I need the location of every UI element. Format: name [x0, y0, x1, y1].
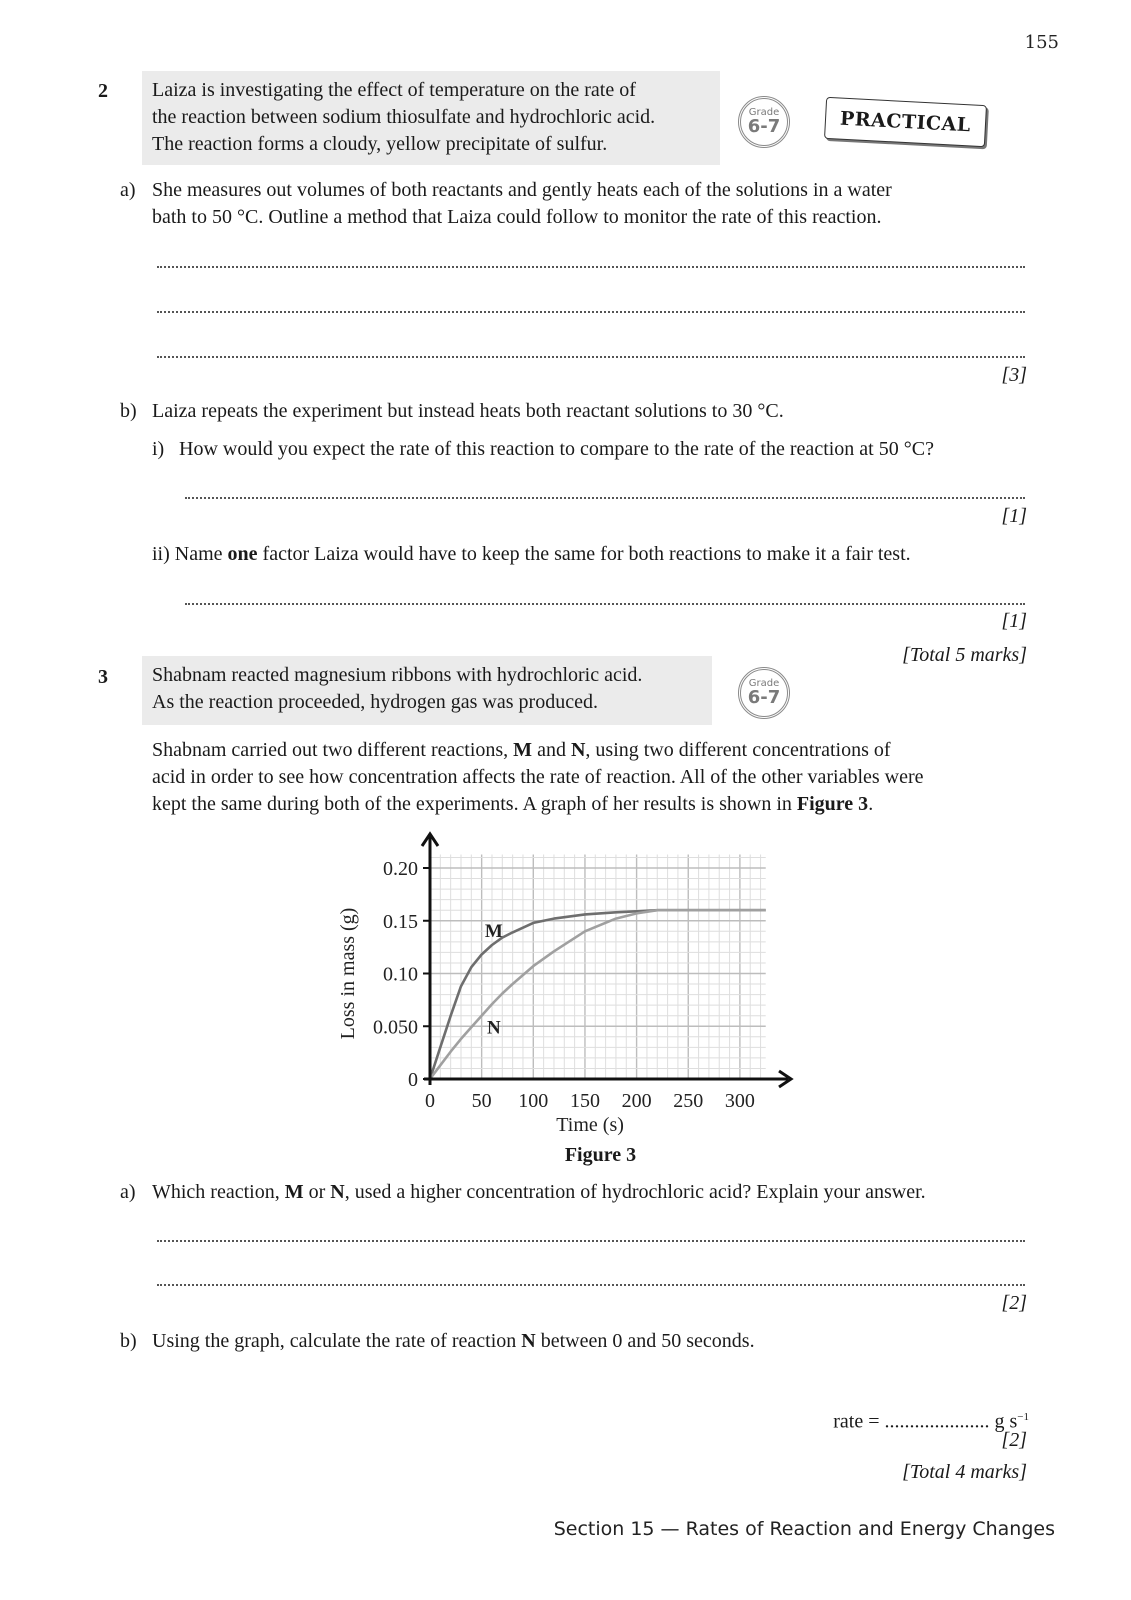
text: .	[868, 793, 874, 815]
y-axis-label: Loss in mass (g)	[337, 907, 359, 1040]
total-marks: [Total 4 marks]	[902, 1461, 1027, 1483]
text: or	[303, 1181, 331, 1203]
curve-label-M: M	[484, 921, 503, 943]
practical-stamp: PRACTICAL	[824, 97, 987, 147]
question-text	[152, 541, 911, 568]
x-tick-label: 300	[724, 1090, 755, 1112]
answer-line[interactable]	[157, 1240, 1025, 1242]
answer-line[interactable]	[157, 1284, 1025, 1286]
part-label: a)	[120, 179, 136, 201]
text: , used a higher concentration of hydrochloric acid? Explain your answer.	[344, 1181, 926, 1203]
emphasis: one	[227, 543, 258, 565]
text: Using the graph, calculate the rate of reaction	[152, 1330, 522, 1352]
answer-line[interactable]	[185, 603, 1025, 605]
y-tick-label: 0.20	[383, 858, 418, 880]
question-text	[152, 1179, 926, 1206]
emphasis: M	[513, 739, 533, 761]
intro-line: Laiza is investigating the effect of temperature on the rate of	[152, 79, 636, 101]
x-tick-label: 100	[518, 1090, 549, 1112]
rate-answer-field[interactable]	[833, 1404, 1029, 1436]
answer-line[interactable]	[185, 497, 1025, 499]
intro-line: The reaction forms a cloudy, yellow precipitate of sulfur.	[152, 133, 608, 155]
part-label: a)	[120, 1181, 136, 1203]
part-label: b)	[120, 400, 137, 422]
text: kept the same during both of the experiments. A graph of her results is shown in	[152, 793, 797, 815]
question-text: How would you expect the rate of this reaction to compare to the rate of the reaction at 50 °C?	[179, 438, 934, 460]
text: Shabnam carried out two different reactions,	[152, 739, 514, 761]
x-tick-label: 200	[621, 1090, 652, 1112]
intro-line: Shabnam reacted magnesium ribbons with hydrochloric acid.	[152, 664, 643, 686]
page-number: 155	[1024, 32, 1059, 53]
rate-unit: g s	[989, 1410, 1018, 1433]
question-text	[152, 737, 891, 764]
x-tick-label: 150	[569, 1090, 600, 1112]
question-text: Laiza repeats the experiment but instead heats both reactant solutions to 30 °C.	[152, 400, 784, 422]
rate-input[interactable]: .....................	[884, 1410, 990, 1433]
rate-label: rate =	[833, 1410, 885, 1433]
rate-unit-exponent: −1	[1017, 1411, 1029, 1423]
text: between 0 and 50 seconds.	[535, 1330, 755, 1352]
emphasis: M	[284, 1181, 304, 1203]
grade-label: Grade	[748, 107, 780, 118]
text: , using two different concentrations of	[585, 739, 891, 761]
x-tick-label: 50	[471, 1090, 492, 1112]
text: Name	[174, 543, 228, 565]
question-2-number: 2	[98, 80, 108, 102]
intro-line: the reaction between sodium thiosulfate and hydrochloric acid.	[152, 106, 656, 128]
grade-label: Grade	[748, 678, 780, 689]
marks: [3]	[1001, 364, 1027, 386]
subpart-label: i)	[152, 438, 165, 460]
question-3-intro	[142, 656, 712, 725]
y-tick-label: 0.050	[373, 1016, 418, 1039]
figure-caption: Figure 3	[564, 1144, 637, 1166]
y-tick-label: 0.15	[383, 910, 418, 933]
part-label: b)	[120, 1330, 137, 1352]
text: Which reaction,	[152, 1181, 285, 1203]
grade-badge-icon	[738, 667, 790, 719]
x-tick-label: 0	[425, 1090, 435, 1112]
marks: [1]	[1001, 610, 1027, 632]
emphasis: N	[521, 1330, 536, 1352]
y-tick-label: 0	[408, 1069, 418, 1091]
section-footer: Section 15 — Rates of Reaction and Energy Changes	[553, 1518, 1055, 1540]
figure-3-chart	[320, 825, 800, 1145]
question-text: She measures out volumes of both reactants and gently heats each of the solutions in a water	[152, 179, 892, 201]
chart-svg	[320, 825, 800, 1145]
question-text: bath to 50 °C. Outline a method that Laiza could follow to monitor the rate of this reaction.	[152, 206, 882, 228]
marks: [1]	[1001, 505, 1027, 527]
emphasis: Figure 3	[796, 793, 869, 815]
question-text: acid in order to see how concentration affects the rate of reaction. All of the other variables were	[152, 766, 924, 788]
question-text	[152, 1328, 755, 1355]
question-2-intro	[142, 71, 720, 165]
answer-line[interactable]	[157, 266, 1025, 268]
text: factor Laiza would have to keep the same for both reactions to make it a fair test.	[257, 543, 911, 565]
marks: [2]	[1001, 1292, 1027, 1314]
question-3-number: 3	[98, 666, 108, 688]
x-tick-label: 250	[673, 1090, 704, 1112]
subpart-label: ii)	[152, 543, 170, 565]
total-marks: [Total 5 marks]	[902, 644, 1027, 666]
grade-badge-icon	[738, 96, 790, 148]
grade-value: 6-7	[747, 116, 781, 137]
emphasis: N	[570, 739, 586, 761]
marks: [2]	[1001, 1429, 1027, 1451]
question-text	[152, 791, 873, 818]
text: and	[532, 739, 571, 761]
x-axis-label: Time (s)	[556, 1114, 624, 1136]
grade-value: 6-7	[747, 687, 781, 708]
emphasis: N	[330, 1181, 345, 1203]
y-tick-label: 0.10	[383, 963, 418, 986]
answer-line[interactable]	[157, 311, 1025, 313]
curve-label-N: N	[486, 1017, 501, 1039]
answer-line[interactable]	[157, 356, 1025, 358]
intro-line: As the reaction proceeded, hydrogen gas was produced.	[152, 691, 598, 713]
